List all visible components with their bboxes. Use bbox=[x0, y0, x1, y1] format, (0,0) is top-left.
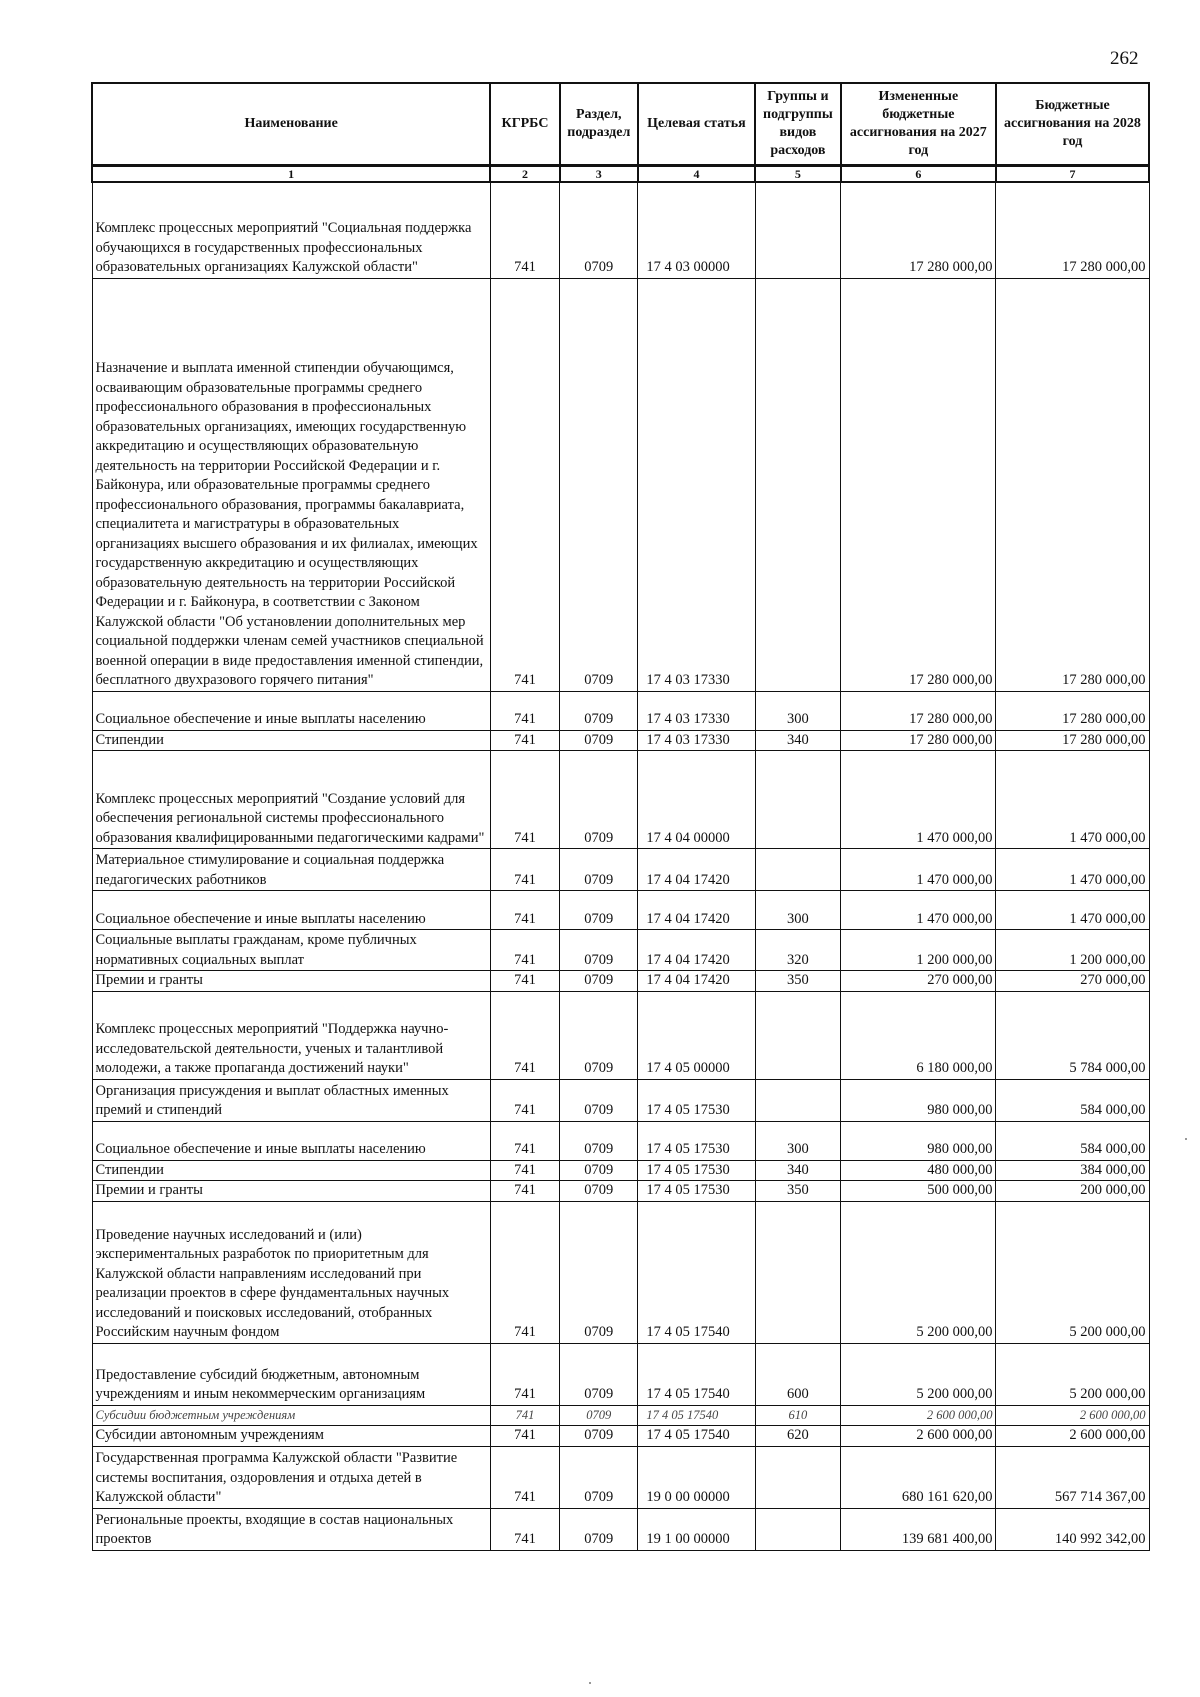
row-amount-2028: 17 280 000,00 bbox=[996, 278, 1149, 691]
row-group: 350 bbox=[755, 1181, 841, 1202]
row-amount-2027: 2 600 000,00 bbox=[841, 1426, 996, 1447]
row-group: 600 bbox=[755, 1343, 841, 1405]
row-amount-2028: 1 470 000,00 bbox=[996, 751, 1149, 849]
row-section: 0709 bbox=[560, 1426, 638, 1447]
row-amount-2028: 1 200 000,00 bbox=[996, 930, 1149, 971]
row-target: 17 4 05 17540 bbox=[638, 1405, 755, 1426]
row-amount-2027: 980 000,00 bbox=[841, 1079, 996, 1121]
row-group: 620 bbox=[755, 1426, 841, 1447]
row-group: 340 bbox=[755, 730, 841, 751]
row-kgrbs: 741 bbox=[490, 1181, 559, 1202]
row-section: 0709 bbox=[560, 849, 638, 891]
row-name: Назначение и выплата именной стипендии обучающимся, осваивающим образовательные программы среднего профессионального образования в профессиональных образовательных организациях, имеющих государственную аккредитацию и осуществляющих образовательную деятельность на территории Российской Федерации и г. Байконура, или образовательные программы среднего профессионального образования, программы бакалавриата, специалитета и магистратуры в образовательных организациях высшего образования и их филиалах, имеющих государственную аккредитацию и осуществляющих образовательную деятельность на территории Российской Федерации и г. Байконура, в соответствии с Законом Калужской области "Об установлении дополнительных мер социальной поддержки членам семей участников специальной военной операции в виде предоставления именной стипендии, бесплатного двухразового горячего питания" bbox=[92, 278, 490, 691]
row-name: Материальное стимулирование и социальная поддержка педагогических работников bbox=[92, 849, 490, 891]
row-kgrbs: 741 bbox=[490, 182, 559, 278]
row-section: 0709 bbox=[560, 730, 638, 751]
row-target: 17 4 04 17420 bbox=[638, 849, 755, 891]
row-amount-2028: 584 000,00 bbox=[996, 1121, 1149, 1160]
row-target: 19 1 00 00000 bbox=[638, 1508, 755, 1550]
row-amount-2028: 2 600 000,00 bbox=[996, 1405, 1149, 1426]
row-group bbox=[755, 278, 841, 691]
row-amount-2028: 17 280 000,00 bbox=[996, 691, 1149, 730]
row-name: Субсидии автономным учреждениям bbox=[92, 1426, 490, 1447]
table-row bbox=[92, 1160, 1149, 1181]
table-row bbox=[92, 751, 1149, 849]
row-group: 320 bbox=[755, 930, 841, 971]
row-name: Проведение научных исследований и (или) экспериментальных разработок по приоритетным для Калужской области направлениям исследований при реализации проектов в сфере фундаментальных научных исследований и поисковых исследований, отобранных Российским научным фондом bbox=[92, 1201, 490, 1343]
row-amount-2028: 567 714 367,00 bbox=[996, 1446, 1149, 1508]
table-row bbox=[92, 730, 1149, 751]
row-amount-2027: 1 470 000,00 bbox=[841, 891, 996, 930]
column-number: 1 bbox=[92, 166, 490, 183]
row-group bbox=[755, 1508, 841, 1550]
table-row bbox=[92, 1446, 1149, 1508]
row-group: 610 bbox=[755, 1405, 841, 1426]
table-row bbox=[92, 1343, 1149, 1405]
row-amount-2028: 17 280 000,00 bbox=[996, 182, 1149, 278]
row-target: 17 4 03 17330 bbox=[638, 730, 755, 751]
row-amount-2027: 6 180 000,00 bbox=[841, 991, 996, 1079]
row-target: 17 4 05 17530 bbox=[638, 1121, 755, 1160]
row-kgrbs: 741 bbox=[490, 691, 559, 730]
table-row bbox=[92, 1181, 1149, 1202]
row-section: 0709 bbox=[560, 278, 638, 691]
row-amount-2027: 17 280 000,00 bbox=[841, 730, 996, 751]
column-number: 3 bbox=[560, 166, 638, 183]
row-group bbox=[755, 182, 841, 278]
row-amount-2027: 980 000,00 bbox=[841, 1121, 996, 1160]
row-name: Премии и гранты bbox=[92, 1181, 490, 1202]
row-group bbox=[755, 991, 841, 1079]
row-group: 340 bbox=[755, 1160, 841, 1181]
row-name: Предоставление субсидий бюджетным, автономным учреждениям и иным некоммерческим организациям bbox=[92, 1343, 490, 1405]
row-group: 300 bbox=[755, 1121, 841, 1160]
row-amount-2028: 140 992 342,00 bbox=[996, 1508, 1149, 1550]
row-target: 19 0 00 00000 bbox=[638, 1446, 755, 1508]
table-row bbox=[92, 849, 1149, 891]
row-section: 0709 bbox=[560, 1079, 638, 1121]
table-row bbox=[92, 691, 1149, 730]
column-number: 6 bbox=[841, 166, 996, 183]
row-amount-2027: 480 000,00 bbox=[841, 1160, 996, 1181]
header-target: Целевая статья bbox=[638, 83, 755, 166]
row-section: 0709 bbox=[560, 1201, 638, 1343]
row-group: 300 bbox=[755, 691, 841, 730]
row-target: 17 4 05 17530 bbox=[638, 1160, 755, 1181]
row-kgrbs: 741 bbox=[490, 1405, 559, 1426]
row-kgrbs: 741 bbox=[490, 1426, 559, 1447]
row-amount-2028: 1 470 000,00 bbox=[996, 891, 1149, 930]
row-group bbox=[755, 1079, 841, 1121]
row-section: 0709 bbox=[560, 930, 638, 971]
table-row bbox=[92, 930, 1149, 971]
row-group bbox=[755, 1201, 841, 1343]
row-name: Комплекс процессных мероприятий "Поддержка научно-исследовательской деятельности, ученых и талантливой молодежи, а также пропаганда достижений науки" bbox=[92, 991, 490, 1079]
row-name: Комплекс процессных мероприятий "Социальная поддержка обучающихся в государственных профессиональных образовательных организациях Калужской области" bbox=[92, 182, 490, 278]
column-number: 5 bbox=[755, 166, 841, 183]
row-group bbox=[755, 751, 841, 849]
scan-speck bbox=[1185, 1138, 1187, 1140]
row-amount-2028: 584 000,00 bbox=[996, 1079, 1149, 1121]
row-amount-2027: 139 681 400,00 bbox=[841, 1508, 996, 1550]
row-target: 17 4 03 00000 bbox=[638, 182, 755, 278]
row-section: 0709 bbox=[560, 991, 638, 1079]
row-group: 350 bbox=[755, 971, 841, 992]
row-amount-2028: 270 000,00 bbox=[996, 971, 1149, 992]
row-section: 0709 bbox=[560, 971, 638, 992]
row-section: 0709 bbox=[560, 1508, 638, 1550]
row-section: 0709 bbox=[560, 1121, 638, 1160]
row-name: Организация присуждения и выплат областных именных премий и стипендий bbox=[92, 1079, 490, 1121]
row-amount-2028: 2 600 000,00 bbox=[996, 1426, 1149, 1447]
header-expense-group: Группы и подгруппы видов расходов bbox=[755, 83, 841, 166]
row-amount-2028: 1 470 000,00 bbox=[996, 849, 1149, 891]
row-amount-2027: 1 470 000,00 bbox=[841, 849, 996, 891]
row-amount-2027: 1 200 000,00 bbox=[841, 930, 996, 971]
row-kgrbs: 741 bbox=[490, 751, 559, 849]
column-number-row bbox=[92, 166, 1149, 183]
row-section: 0709 bbox=[560, 1446, 638, 1508]
header-name: Наименование bbox=[92, 83, 490, 166]
row-kgrbs: 741 bbox=[490, 278, 559, 691]
row-target: 17 4 03 17330 bbox=[638, 278, 755, 691]
row-target: 17 4 05 17530 bbox=[638, 1181, 755, 1202]
row-name: Субсидии бюджетным учреждениям bbox=[92, 1405, 490, 1426]
row-section: 0709 bbox=[560, 691, 638, 730]
table-header-row bbox=[92, 83, 1149, 166]
row-amount-2028: 200 000,00 bbox=[996, 1181, 1149, 1202]
row-kgrbs: 741 bbox=[490, 971, 559, 992]
row-target: 17 4 05 17540 bbox=[638, 1426, 755, 1447]
row-amount-2028: 384 000,00 bbox=[996, 1160, 1149, 1181]
row-target: 17 4 05 00000 bbox=[638, 991, 755, 1079]
table-row bbox=[92, 1405, 1149, 1426]
row-kgrbs: 741 bbox=[490, 1121, 559, 1160]
table-row bbox=[92, 1426, 1149, 1447]
row-kgrbs: 741 bbox=[490, 849, 559, 891]
row-amount-2027: 17 280 000,00 bbox=[841, 691, 996, 730]
row-kgrbs: 741 bbox=[490, 1079, 559, 1121]
row-target: 17 4 05 17540 bbox=[638, 1343, 755, 1405]
column-number: 4 bbox=[638, 166, 755, 183]
header-amount-2027: Измененные бюджетные ассигнования на 2027 год bbox=[841, 83, 996, 166]
row-amount-2027: 500 000,00 bbox=[841, 1181, 996, 1202]
row-name: Региональные проекты, входящие в состав национальных проектов bbox=[92, 1508, 490, 1550]
row-amount-2027: 17 280 000,00 bbox=[841, 278, 996, 691]
table-row bbox=[92, 1121, 1149, 1160]
table-row bbox=[92, 1508, 1149, 1550]
row-kgrbs: 741 bbox=[490, 1446, 559, 1508]
table-row bbox=[92, 971, 1149, 992]
page-number: 262 bbox=[1110, 48, 1139, 69]
table-row bbox=[92, 1201, 1149, 1343]
row-kgrbs: 741 bbox=[490, 991, 559, 1079]
row-kgrbs: 741 bbox=[490, 1201, 559, 1343]
row-target: 17 4 04 17420 bbox=[638, 971, 755, 992]
row-section: 0709 bbox=[560, 1343, 638, 1405]
row-amount-2028: 17 280 000,00 bbox=[996, 730, 1149, 751]
row-section: 0709 bbox=[560, 1405, 638, 1426]
header-section: Раздел, подраздел bbox=[560, 83, 638, 166]
table-row bbox=[92, 991, 1149, 1079]
row-name: Стипендии bbox=[92, 1160, 490, 1181]
column-number: 2 bbox=[490, 166, 559, 183]
row-kgrbs: 741 bbox=[490, 1343, 559, 1405]
header-amount-2028: Бюджетные ассигнования на 2028 год bbox=[996, 83, 1149, 166]
table-row bbox=[92, 1079, 1149, 1121]
table-row bbox=[92, 182, 1149, 278]
row-name: Социальное обеспечение и иные выплаты населению bbox=[92, 891, 490, 930]
row-amount-2027: 1 470 000,00 bbox=[841, 751, 996, 849]
row-name: Стипендии bbox=[92, 730, 490, 751]
row-target: 17 4 05 17530 bbox=[638, 1079, 755, 1121]
row-amount-2027: 17 280 000,00 bbox=[841, 182, 996, 278]
row-section: 0709 bbox=[560, 891, 638, 930]
row-name: Социальное обеспечение и иные выплаты населению bbox=[92, 1121, 490, 1160]
row-amount-2027: 2 600 000,00 bbox=[841, 1405, 996, 1426]
row-group: 300 bbox=[755, 891, 841, 930]
table-row bbox=[92, 278, 1149, 691]
row-amount-2028: 5 200 000,00 bbox=[996, 1201, 1149, 1343]
row-kgrbs: 741 bbox=[490, 891, 559, 930]
row-amount-2027: 270 000,00 bbox=[841, 971, 996, 992]
row-kgrbs: 741 bbox=[490, 930, 559, 971]
row-amount-2027: 5 200 000,00 bbox=[841, 1201, 996, 1343]
row-section: 0709 bbox=[560, 182, 638, 278]
row-name: Социальное обеспечение и иные выплаты населению bbox=[92, 691, 490, 730]
row-section: 0709 bbox=[560, 751, 638, 849]
row-amount-2028: 5 200 000,00 bbox=[996, 1343, 1149, 1405]
row-amount-2028: 5 784 000,00 bbox=[996, 991, 1149, 1079]
row-target: 17 4 04 17420 bbox=[638, 930, 755, 971]
row-group bbox=[755, 849, 841, 891]
column-number: 7 bbox=[996, 166, 1149, 183]
row-kgrbs: 741 bbox=[490, 1160, 559, 1181]
table-row bbox=[92, 891, 1149, 930]
scan-speck bbox=[589, 1682, 591, 1684]
row-kgrbs: 741 bbox=[490, 1508, 559, 1550]
row-name: Премии и гранты bbox=[92, 971, 490, 992]
row-name: Комплекс процессных мероприятий "Создание условий для обеспечения региональной системы профессионального образования квалифицированными педагогическими кадрами" bbox=[92, 751, 490, 849]
row-amount-2027: 680 161 620,00 bbox=[841, 1446, 996, 1508]
row-amount-2027: 5 200 000,00 bbox=[841, 1343, 996, 1405]
row-target: 17 4 04 17420 bbox=[638, 891, 755, 930]
row-section: 0709 bbox=[560, 1160, 638, 1181]
row-target: 17 4 04 00000 bbox=[638, 751, 755, 849]
row-name: Государственная программа Калужской области "Развитие системы воспитания, оздоровления и отдыха детей в Калужской области" bbox=[92, 1446, 490, 1508]
row-group bbox=[755, 1446, 841, 1508]
row-target: 17 4 03 17330 bbox=[638, 691, 755, 730]
row-section: 0709 bbox=[560, 1181, 638, 1202]
budget-table bbox=[91, 82, 1150, 1551]
header-kgrbs: КГРБС bbox=[490, 83, 559, 166]
row-name: Социальные выплаты гражданам, кроме публичных нормативных социальных выплат bbox=[92, 930, 490, 971]
row-target: 17 4 05 17540 bbox=[638, 1201, 755, 1343]
row-kgrbs: 741 bbox=[490, 730, 559, 751]
